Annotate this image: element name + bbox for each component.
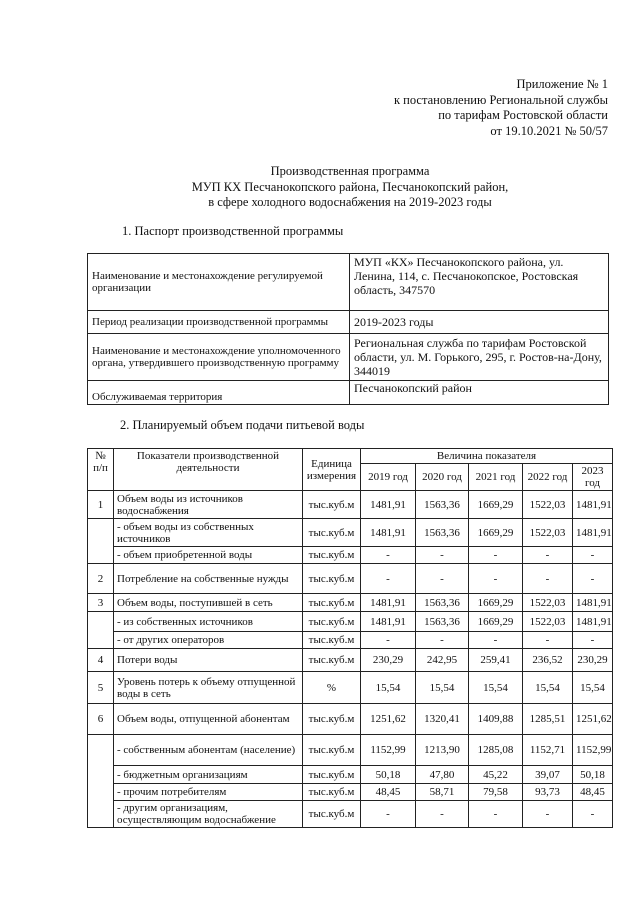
header-line: к постановлению Региональной службы <box>393 92 608 107</box>
row-value: 1285,08 <box>469 735 523 766</box>
row-value: - <box>361 801 416 828</box>
row-value: 1522,03 <box>523 519 573 547</box>
row-indicator: Объем воды, поступившей в сеть <box>114 594 303 612</box>
row-value: - <box>416 564 469 594</box>
table-row <box>88 801 613 828</box>
row-unit: тыс.куб.м <box>303 766 361 784</box>
appendix-header <box>394 77 608 139</box>
row-value: 1481,91 <box>361 519 416 547</box>
row-indicator: - собственным абонентам (население) <box>114 735 303 766</box>
table-row <box>88 594 613 612</box>
table-row <box>88 519 613 547</box>
row-value: 1669,29 <box>469 594 523 612</box>
row-value: - <box>523 801 573 828</box>
row-indicator: - от других операторов <box>114 632 303 649</box>
passport-label: Период реализации производственной программы <box>88 311 350 334</box>
row-value: 48,45 <box>361 784 416 801</box>
row-value: - <box>416 547 469 564</box>
row-unit: тыс.куб.м <box>303 801 361 828</box>
row-value: - <box>469 547 523 564</box>
document-title <box>150 164 550 211</box>
passport-row <box>88 311 609 334</box>
row-num: 3 <box>88 594 114 612</box>
row-value: - <box>361 632 416 649</box>
row-num-empty <box>88 735 114 828</box>
row-value: - <box>573 564 613 594</box>
row-indicator: - из собственных источников <box>114 612 303 632</box>
header-year: 2023 год <box>573 464 613 491</box>
row-indicator: Объем воды из источников водоснабжения <box>114 491 303 519</box>
row-num: 2 <box>88 564 114 594</box>
row-value: 230,29 <box>361 649 416 672</box>
row-value: 1563,36 <box>416 594 469 612</box>
row-indicator: Потребление на собственные нужды <box>114 564 303 594</box>
row-value: - <box>573 801 613 828</box>
row-unit: тыс.куб.м <box>303 564 361 594</box>
row-value: - <box>573 547 613 564</box>
row-value: - <box>469 564 523 594</box>
section-2-heading: 2. Планируемый объем подачи питьевой воды <box>120 418 365 432</box>
row-value: 1251,62 <box>361 704 416 735</box>
row-value: 1563,36 <box>416 612 469 632</box>
table-row <box>88 672 613 704</box>
row-value: - <box>361 547 416 564</box>
row-value: - <box>523 564 573 594</box>
row-num: 4 <box>88 649 114 672</box>
passport-value: Песчанокопский район <box>350 381 609 405</box>
table-row <box>88 612 613 632</box>
passport-table <box>87 253 609 405</box>
row-value: 242,95 <box>416 649 469 672</box>
row-num: 1 <box>88 491 114 519</box>
row-value: 47,80 <box>416 766 469 784</box>
row-unit: тыс.куб.м <box>303 632 361 649</box>
row-value: 259,41 <box>469 649 523 672</box>
row-value: - <box>416 632 469 649</box>
row-value: 1481,91 <box>361 594 416 612</box>
row-value: 1251,62 <box>573 704 613 735</box>
row-unit: тыс.куб.м <box>303 491 361 519</box>
header-year: 2021 год <box>469 464 523 491</box>
row-indicator: Уровень потерь к объему отпущенной воды в сеть <box>114 672 303 704</box>
table-row <box>88 704 613 735</box>
row-unit: тыс.куб.м <box>303 704 361 735</box>
row-num: 5 <box>88 672 114 704</box>
row-value: 1481,91 <box>361 491 416 519</box>
header-indicator: Показатели производственной деятельности <box>114 449 303 491</box>
row-value: 1481,91 <box>361 612 416 632</box>
row-value: 45,22 <box>469 766 523 784</box>
header-num: № п/п <box>88 449 114 491</box>
passport-value: Региональная служба по тарифам Ростовской области, ул. М. Горького, 295, г. Ростов-на-Дону, 344019 <box>350 334 609 381</box>
passport-label: Наименование и местонахождение уполномоченного органа, утвердившего производственную программу <box>88 334 350 381</box>
row-value: 15,54 <box>523 672 573 704</box>
row-value: 1522,03 <box>523 612 573 632</box>
passport-row <box>88 334 609 381</box>
row-value: - <box>573 632 613 649</box>
row-unit: тыс.куб.м <box>303 594 361 612</box>
row-unit: тыс.куб.м <box>303 784 361 801</box>
row-indicator: Объем воды, отпущенной абонентам <box>114 704 303 735</box>
header-year: 2022 год <box>523 464 573 491</box>
table-row <box>88 735 613 766</box>
row-unit: % <box>303 672 361 704</box>
table-row <box>88 649 613 672</box>
row-value: - <box>469 801 523 828</box>
title-line: МУП КХ Песчанокопского района, Песчанокопский район, <box>191 179 509 194</box>
row-value: 1522,03 <box>523 491 573 519</box>
row-unit: тыс.куб.м <box>303 612 361 632</box>
header-value-group: Величина показателя <box>361 449 613 464</box>
row-indicator: - прочим потребителям <box>114 784 303 801</box>
row-value: 50,18 <box>361 766 416 784</box>
row-value: 230,29 <box>573 649 613 672</box>
header-line: по тарифам Ростовской области <box>438 108 608 122</box>
row-value: 15,54 <box>416 672 469 704</box>
row-value: 1669,29 <box>469 491 523 519</box>
table-row <box>88 491 613 519</box>
row-num: 6 <box>88 704 114 735</box>
title-line: в сфере холодного водоснабжения на 2019-2023 годы <box>208 195 492 209</box>
header-unit: Единица измерения <box>303 449 361 491</box>
row-value: - <box>523 547 573 564</box>
row-value: 1669,29 <box>469 612 523 632</box>
row-value: 236,52 <box>523 649 573 672</box>
header-year: 2020 год <box>416 464 469 491</box>
row-value: - <box>361 564 416 594</box>
row-value: 1563,36 <box>416 519 469 547</box>
title-line: Производственная программа <box>270 164 430 178</box>
row-value: 1481,91 <box>573 491 613 519</box>
row-value: 1213,90 <box>416 735 469 766</box>
row-value: 1152,71 <box>523 735 573 766</box>
row-indicator: - бюджетным организациям <box>114 766 303 784</box>
row-value: 58,71 <box>416 784 469 801</box>
passport-row <box>88 381 609 405</box>
header-year: 2019 год <box>361 464 416 491</box>
passport-value: 2019-2023 годы <box>350 311 609 334</box>
table-header-row <box>88 449 613 464</box>
row-value: 1152,99 <box>361 735 416 766</box>
row-num-empty <box>88 612 114 649</box>
row-value: 1285,51 <box>523 704 573 735</box>
row-value: 93,73 <box>523 784 573 801</box>
row-value: 1320,41 <box>416 704 469 735</box>
row-indicator: - объем приобретенной воды <box>114 547 303 564</box>
header-line: от 19.10.2021 № 50/57 <box>490 123 608 138</box>
row-value: 1563,36 <box>416 491 469 519</box>
passport-value: МУП «КХ» Песчанокопского района, ул. Ленина, 114, с. Песчанокопское, Ростовская область, 347570 <box>350 254 609 311</box>
row-value: 15,54 <box>361 672 416 704</box>
row-num-empty <box>88 519 114 564</box>
section-1-heading: 1. Паспорт производственной программы <box>122 224 344 238</box>
passport-label: Обслуживаемая территория <box>88 381 350 405</box>
row-value: - <box>469 632 523 649</box>
row-value: 50,18 <box>573 766 613 784</box>
row-value: 1409,88 <box>469 704 523 735</box>
row-value: 15,54 <box>469 672 523 704</box>
row-value: 15,54 <box>573 672 613 704</box>
passport-label: Наименование и местонахождение регулируемой организации <box>88 254 350 311</box>
row-value: 1481,91 <box>573 519 613 547</box>
row-value: 1152,99 <box>573 735 613 766</box>
header-line: Приложение № 1 <box>516 77 608 91</box>
row-value: - <box>523 632 573 649</box>
table-row <box>88 632 613 649</box>
table-row <box>88 766 613 784</box>
row-value: 39,07 <box>523 766 573 784</box>
row-value: 1481,91 <box>573 612 613 632</box>
row-value: 48,45 <box>573 784 613 801</box>
row-indicator: - объем воды из собственных источников <box>114 519 303 547</box>
row-unit: тыс.куб.м <box>303 547 361 564</box>
passport-row <box>88 254 609 311</box>
row-value: 79,58 <box>469 784 523 801</box>
row-value: 1522,03 <box>523 594 573 612</box>
table-row <box>88 784 613 801</box>
row-value: 1669,29 <box>469 519 523 547</box>
row-value: - <box>416 801 469 828</box>
row-unit: тыс.куб.м <box>303 649 361 672</box>
row-unit: тыс.куб.м <box>303 519 361 547</box>
table-row <box>88 547 613 564</box>
row-unit: тыс.куб.м <box>303 735 361 766</box>
table-row <box>88 564 613 594</box>
row-indicator: - другим организациям, осуществляющим водоснабжение <box>114 801 303 828</box>
water-supply-table <box>87 448 613 828</box>
row-indicator: Потери воды <box>114 649 303 672</box>
row-value: 1481,91 <box>573 594 613 612</box>
